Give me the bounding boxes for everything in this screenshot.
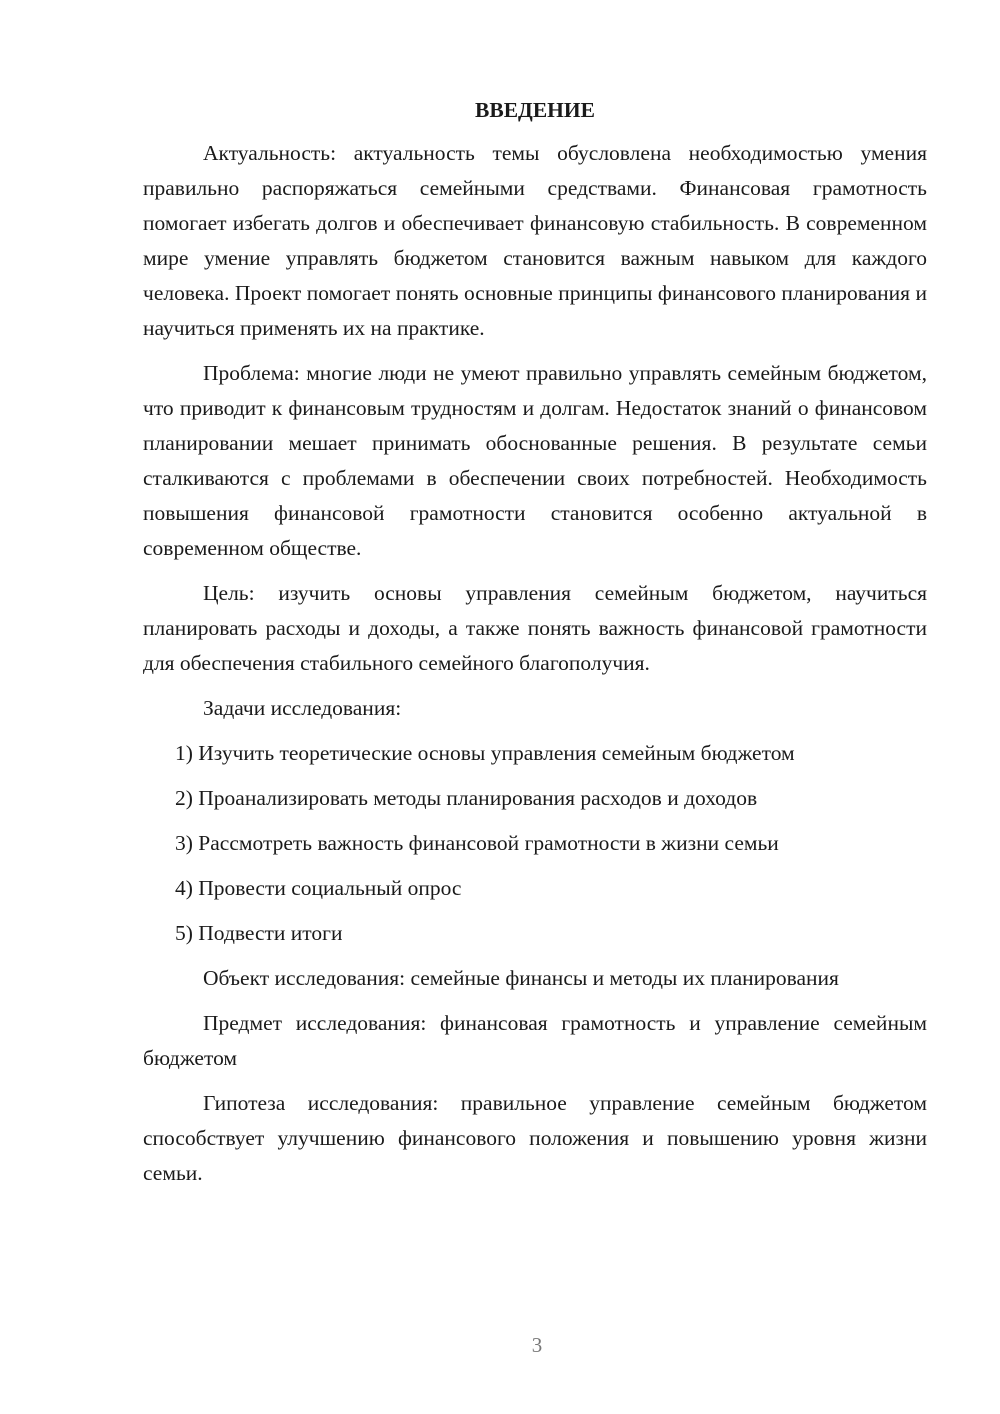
object-paragraph: Объект исследования: семейные финансы и методы их планирования — [203, 966, 839, 990]
task-item-1: 1) Изучить теоретические основы управления семейным бюджетом — [175, 741, 795, 765]
subject-paragraph: Предмет исследования: финансовая грамотность и управление семейным бюджетом — [143, 1011, 927, 1070]
goal-paragraph: Цель: изучить основы управления семейным бюджетом, научиться планировать расходы и доходы, а также понять важность финансовой грамотности для обеспечения стабильного семейного благополучия. — [143, 581, 927, 675]
page-number: 3 — [531, 1333, 543, 1357]
task-item-4: 4) Провести социальный опрос — [175, 876, 462, 900]
task-item-3: 3) Рассмотреть важность финансовой грамотности в жизни семьи — [175, 831, 779, 855]
task-item-5: 5) Подвести итоги — [175, 921, 343, 945]
hypothesis-paragraph: Гипотеза исследования: правильное управление семейным бюджетом способствует улучшению финансового положения и повышению уровня жизни семьи. — [143, 1091, 927, 1185]
tasks-heading: Задачи исследования: — [203, 696, 402, 720]
section-title: ВВЕДЕНИЕ — [475, 98, 595, 122]
tasks-list — [143, 736, 927, 951]
relevance-paragraph: Актуальность: актуальность темы обусловлена необходимостью умения правильно распоряжаться семейными средствами. Финансовая грамотность помогает избегать долгов и обеспечивает финансовую стабильность. В современном мире умение управлять бюджетом становится важным навыком для каждого человека. Проект помогает понять основные принципы финансового планирования и научиться применять их на практике. — [143, 141, 927, 340]
task-item-2: 2) Проанализировать методы планирования расходов и доходов — [175, 786, 758, 810]
problem-paragraph: Проблема: многие люди не умеют правильно управлять семейным бюджетом, что приводит к финансовым трудностям и долгам. Недостаток знаний о финансовом планировании мешает принимать обоснованные решения. В результате семьи сталкиваются с проблемами в обеспечении своих потребностей. Необходимость повышения финансовой грамотности становится особенно актуальной в современном обществе. — [143, 361, 927, 560]
document-page — [143, 94, 927, 1201]
